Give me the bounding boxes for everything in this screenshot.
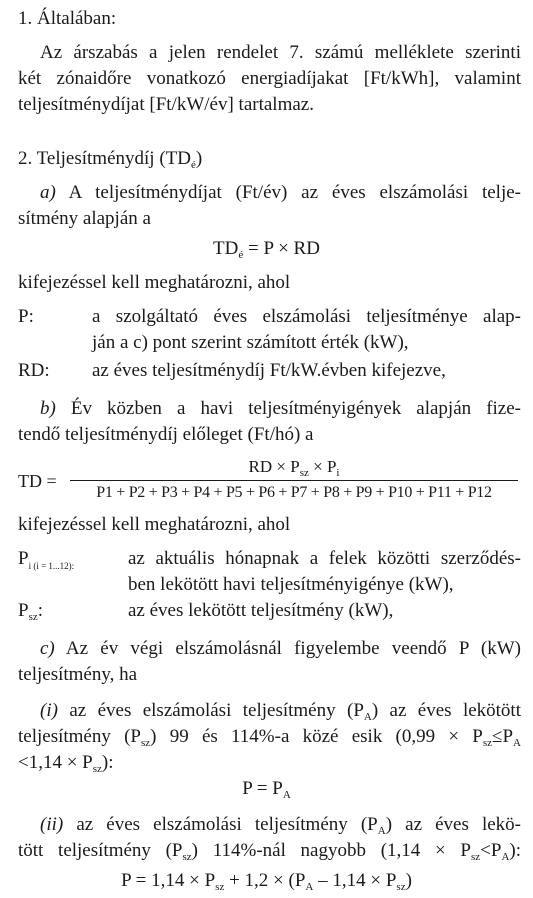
case-i-line-1: (i) az éves elszámolási teljesítmény $(P_A)$ az éves lekötött — [40, 700, 521, 723]
def-term-p: P: — [18, 306, 34, 327]
point-a-line-1: a) A teljesítménydíjat (Ft/év) az éves elszámolási telje- — [40, 182, 521, 203]
point-b-line-1: b) Év közben a havi teljesítményigények alapján fize- — [40, 398, 521, 419]
point-b-line-2: tendő teljesítménydíj előleget (Ft/hó) a — [18, 424, 314, 445]
section-1-line-2: két zónaidőre vonatkozó energiadíjakat [Ft/kWh], valamint — [18, 68, 521, 89]
formula-numerator: RD × $P_{sz} \times P_i$ — [248, 457, 340, 479]
def-psz-line-1: az éves lekötött teljesítmény (kW), — [128, 600, 394, 621]
point-a-line-2: sítmény alapján a — [18, 208, 151, 229]
point-a-after: kifejezéssel kell meghatározni, ahol — [18, 272, 291, 293]
formula-case-ii: $P = 1,14 \times P_{sz} + 1,2 \times (P_A - 1,14 \times P_{sz})$ — [121, 870, 412, 893]
point-b-after: kifejezéssel kell meghatározni, ahol — [18, 514, 291, 535]
formula-denominator: P1 + P2 + P3 + P4 + P5 + P6 + P7 + P8 + P9 + P10 + P11 + P12 — [96, 484, 492, 501]
def-term-psz: $P_{sz}$: — [18, 600, 44, 623]
section-1-heading: 1. Általában: — [18, 8, 117, 29]
point-c-line-1: c) Az év végi elszámolásnál figyelembe veendő P (kW) — [40, 638, 521, 659]
section-1-line-3: teljesítménydíjat [Ft/kW/év] tartalmaz. — [18, 94, 314, 115]
case-ii-line-2: tött teljesítmény $(P_{sz})$ 114%-nál nagyobb $(1,14 \times P_{sz}<P_A)$: — [18, 840, 521, 863]
def-rd-line-1: az éves teljesítménydíj Ft/kW.évben kifejezve, — [92, 360, 446, 381]
case-i-marker: (i) — [40, 700, 58, 721]
def-p-line-2: ján a c) pont szerint számított érték (kW), — [92, 332, 409, 353]
case-i-line-3: $<1,14 \times P_{sz}$): — [18, 752, 114, 775]
def-pi-line-2: ben lekötött havi teljesítményigénye (kW), — [128, 574, 454, 595]
section-2-heading: 2. Teljesítménydíj $(TD_é)$ — [18, 148, 203, 171]
formula-td-e: $TD_é = P$ × RD — [213, 238, 320, 261]
point-c-line-2: teljesítmény, ha — [18, 664, 138, 685]
case-ii-marker: (ii) — [40, 814, 64, 835]
point-a-marker: a) — [40, 182, 56, 203]
case-ii-line-1: (ii) az éves elszámolási teljesítmény $(P_A)$ az éves lekö- — [40, 814, 521, 837]
def-p-line-1: a szolgáltató éves elszámolási teljesítménye alap- — [92, 306, 521, 327]
def-term-rd: RD: — [18, 360, 50, 381]
fraction-bar — [70, 480, 518, 481]
formula-td-lhs: TD = — [18, 471, 57, 491]
case-i-line-2: teljesítmény $(P_{sz})$ 99 és 114%-a közé esik ($0,99 \times P_{sz}\le P_A$ — [18, 726, 521, 749]
def-pi-line-1: az aktuális hónapnak a felek közötti szerződés- — [128, 548, 521, 569]
point-c-marker: c) — [40, 638, 55, 659]
def-term-pi: $P_{i (i = 1...12):}$ — [18, 548, 75, 571]
formula-case-i: $P = P_A$ — [242, 778, 291, 801]
section-1-line-1: Az árszabás a jelen rendelet 7. számú melléklete szerinti — [40, 42, 521, 63]
point-b-marker: b) — [40, 398, 56, 419]
